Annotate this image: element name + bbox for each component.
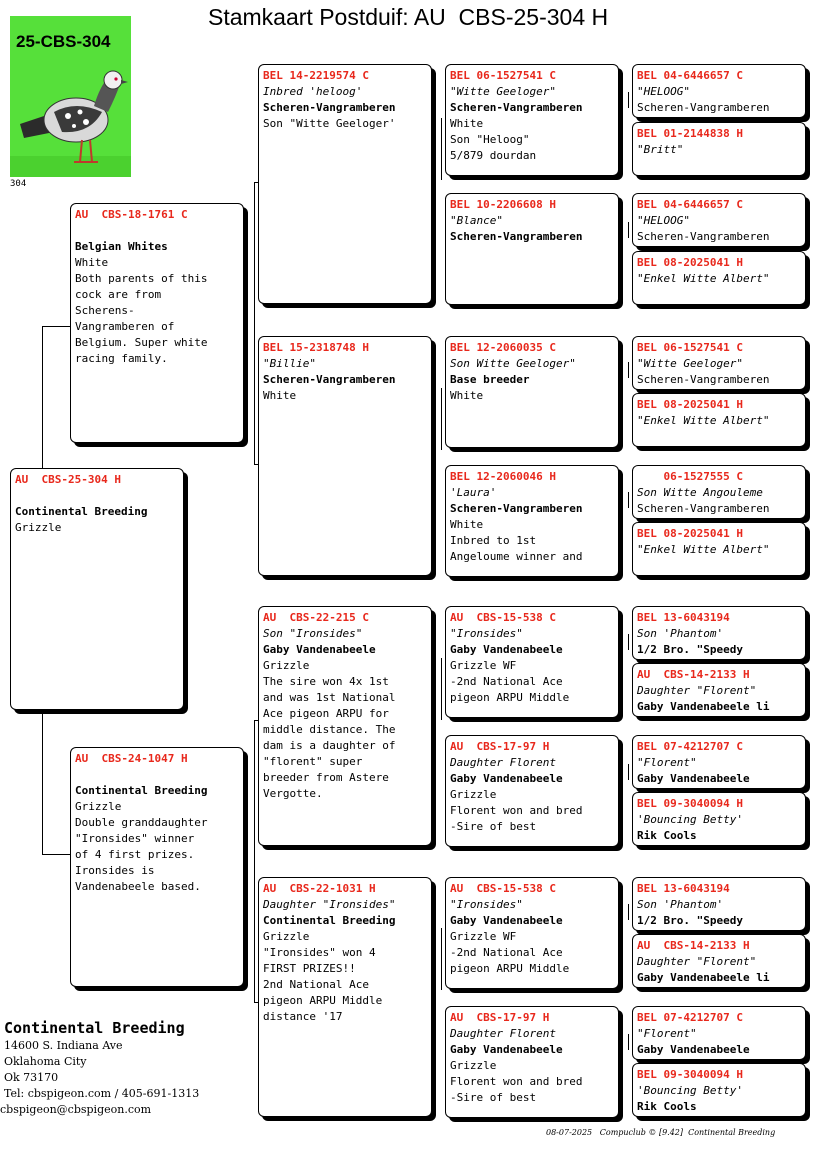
ring-number: AU CBS-24-1047 H <box>75 752 188 765</box>
pigeon-name: "Florent" <box>637 1027 697 1040</box>
breeder: Base breeder <box>450 373 530 386</box>
ring-number: BEL 08-2025041 H <box>637 527 743 540</box>
breeder: Gaby Vandenabeele li <box>637 971 770 984</box>
ring-number: 06-1527555 C <box>637 470 743 483</box>
email-line: cbspigeon@cbspigeon.com <box>0 1103 152 1116</box>
pigeon-name: "Ironsides" <box>450 898 523 911</box>
breeder: Scheren-Vangramberen <box>637 230 770 243</box>
pigeon-name: "Witte Geeloger" <box>450 85 556 98</box>
note-line: distance '17 <box>263 1010 343 1023</box>
color: Grizzle <box>75 800 122 813</box>
city-line: Oklahoma City <box>4 1055 87 1068</box>
connector <box>42 326 43 470</box>
pigeon-name: Inbred 'heloog' <box>263 85 363 98</box>
gg-grandparent-card <box>632 465 806 519</box>
connector <box>441 658 442 720</box>
color: White <box>263 389 297 402</box>
pigeon-name: 'Bouncing Betty' <box>637 813 743 826</box>
pigeon-name: Son Witte Angouleme <box>637 486 763 499</box>
note-line: Son "Witte Geeloger' <box>263 117 396 130</box>
note-line: Inbred to 1st <box>450 534 537 547</box>
note-line: Ironsides is <box>75 864 155 877</box>
color: Grizzle <box>15 521 62 534</box>
pigeon-name: Daughter "Ironsides" <box>263 898 396 911</box>
color: Grizzle <box>263 930 310 943</box>
great-grandparent-card <box>445 193 619 305</box>
ring-number: AU CBS-25-304 H <box>15 473 121 486</box>
note-line: Vandenabeele based. <box>75 880 201 893</box>
pigeon-name: "Florent" <box>637 756 697 769</box>
pigeon-name: Daughter "Florent" <box>637 955 757 968</box>
gg-grandparent-card <box>632 251 806 305</box>
note-line: Son "Heloog" <box>450 133 530 146</box>
connector <box>42 714 43 854</box>
photo-caption: 304 <box>10 179 27 189</box>
color: Grizzle <box>263 659 310 672</box>
ring-number: BEL 12-2060046 H <box>450 470 556 483</box>
note-line: breeder from Astere <box>263 771 389 784</box>
color: Grizzle WF <box>450 930 517 943</box>
pigeon-name: "HELOOG" <box>637 85 690 98</box>
color: White <box>75 256 109 269</box>
note-line: "Ironsides" winner <box>75 832 195 845</box>
note-line: Scherens- <box>75 304 135 317</box>
pigeon-name: Daughter Florent <box>450 756 556 769</box>
breeder: Continental Breeding <box>263 914 396 927</box>
breeder: Scheren-Vangramberen <box>263 373 396 386</box>
gg-grandparent-card <box>632 64 806 118</box>
note-line: dam is a daughter of <box>263 739 396 752</box>
note-line: Angeloume winner and <box>450 550 583 563</box>
note-line: The sire won 4x 1st <box>263 675 389 688</box>
ring-number: AU CBS-15-538 C <box>450 882 556 895</box>
ring-number: AU CBS-14-2133 H <box>637 939 750 952</box>
ring-number: BEL 09-3040094 H <box>637 1068 743 1081</box>
great-grandparent-card <box>445 735 619 847</box>
breeder: Rik Cools <box>637 1100 697 1113</box>
grandparent-card <box>258 336 432 576</box>
gg-grandparent-card <box>632 193 806 247</box>
breeder: Gaby Vandenabeele <box>450 1043 563 1056</box>
gg-grandparent-card <box>632 1063 806 1117</box>
note-line: pigeon ARPU Middle <box>450 962 570 975</box>
note-line: -Sire of best <box>450 1091 537 1104</box>
blank-line <box>75 223 239 239</box>
connector <box>42 326 70 327</box>
gg-grandparent-card <box>632 522 806 576</box>
gg-grandparent-card <box>632 122 806 176</box>
note-line: Ace pigeon ARPU for <box>263 707 389 720</box>
connector <box>628 1034 629 1050</box>
address-line: 14600 S. Indiana Ave <box>4 1039 123 1052</box>
pigeon-name: "Enkel Witte Albert" <box>637 414 770 427</box>
ring-number: BEL 07-4212707 C <box>637 1011 743 1024</box>
color: Grizzle <box>450 788 497 801</box>
note-line: pigeon ARPU Middle <box>263 994 383 1007</box>
grandparent-card <box>258 606 432 846</box>
note-line: -Sire of best <box>450 820 537 833</box>
note-line: -2nd National Ace <box>450 946 563 959</box>
great-grandparent-card <box>445 1006 619 1118</box>
connector <box>628 492 629 508</box>
breeder-info <box>0 1018 200 1118</box>
breeder-name: Continental Breeding <box>4 1019 185 1037</box>
ring-number: BEL 13-6043194 <box>637 882 730 895</box>
connector <box>628 634 629 650</box>
note-line: Vergotte. <box>263 787 323 800</box>
ring-number: BEL 07-4212707 C <box>637 740 743 753</box>
breeder: Gaby Vandenabeele <box>450 914 563 927</box>
subject-card <box>10 468 184 710</box>
breeder: Scheren-Vangramberen <box>450 230 583 243</box>
note-line: Florent won and bred <box>450 804 583 817</box>
breeder: Scheren-Vangramberen <box>263 101 396 114</box>
photo-label: 25-CBS-304 <box>16 32 111 51</box>
note-line: Belgium. Super white <box>75 336 208 349</box>
footer: 08-07-2025 Compuclub © [9.42] Continental Breeding <box>546 1128 776 1137</box>
note-line: "Ironsides" won 4 <box>263 946 376 959</box>
connector <box>441 388 442 450</box>
note-line: 2nd National Ace <box>263 978 369 991</box>
ring-number: BEL 08-2025041 H <box>637 256 743 269</box>
great-grandparent-card <box>445 465 619 577</box>
note-line: "florent" super <box>263 755 363 768</box>
sire-card <box>70 203 244 443</box>
note-line: racing family. <box>75 352 168 365</box>
breeder: Gaby Vandenabeele <box>637 772 750 785</box>
connector <box>628 904 629 920</box>
gg-grandparent-card <box>632 393 806 447</box>
gg-grandparent-card <box>632 735 806 789</box>
grandparent-card <box>258 877 432 1117</box>
pigeon-name: Son 'Phantom' <box>637 627 724 640</box>
color: Grizzle <box>450 1059 497 1072</box>
great-grandparent-card <box>445 877 619 989</box>
gg-grandparent-card <box>632 336 806 390</box>
great-grandparent-card <box>445 606 619 718</box>
pigeon-name: "Blance" <box>450 214 503 227</box>
color: Grizzle WF <box>450 659 517 672</box>
pigeon-name: Son 'Phantom' <box>637 898 724 911</box>
note-line: pigeon ARPU Middle <box>450 691 570 704</box>
color: White <box>450 117 484 130</box>
ring-number: AU CBS-22-215 C <box>263 611 369 624</box>
connector <box>628 222 629 238</box>
note-line: Double granddaughter <box>75 816 208 829</box>
breeder: Gaby Vandenabeele li <box>637 700 770 713</box>
pigeon-name: "Ironsides" <box>450 627 523 640</box>
contact-line: Tel: cbspigeon.com / 405-691-1313 <box>4 1087 200 1100</box>
blank-line <box>15 488 179 504</box>
ring-number: AU CBS-17-97 H <box>450 740 550 753</box>
pigeon-name: "Britt" <box>637 143 684 156</box>
ring-number: BEL 15-2318748 H <box>263 341 369 354</box>
pigeon-name: "Witte Geeloger" <box>637 357 743 370</box>
connector <box>42 854 70 855</box>
ring-number: BEL 04-6446657 C <box>637 69 743 82</box>
connector <box>254 720 255 1002</box>
connector <box>441 118 442 180</box>
pigeon-name: "Enkel Witte Albert" <box>637 543 770 556</box>
note-line: of 4 first prizes. <box>75 848 195 861</box>
ring-number: BEL 08-2025041 H <box>637 398 743 411</box>
breeder: Scheren-Vangramberen <box>637 373 770 386</box>
pigeon-name: Son "Ironsides" <box>263 627 363 640</box>
connector <box>628 92 629 108</box>
ring-number: BEL 06-1527541 C <box>637 341 743 354</box>
connector <box>628 764 629 780</box>
grandparent-card <box>258 64 432 304</box>
pigeon-name: 'Laura' <box>450 486 497 499</box>
breeder: Continental Breeding <box>75 784 208 797</box>
ring-number: BEL 10-2206608 H <box>450 198 556 211</box>
breeder: Gaby Vandenabeele <box>637 1043 750 1056</box>
page-title: Stamkaart Postduif: AU CBS-25-304 H <box>208 4 609 30</box>
ring-number: BEL 12-2060035 C <box>450 341 556 354</box>
ring-number: AU CBS-22-1031 H <box>263 882 376 895</box>
breeder: Scheren-Vangramberen <box>450 101 583 114</box>
note-line: FIRST PRIZES!! <box>263 962 356 975</box>
pigeon-name: "HELOOG" <box>637 214 690 227</box>
pigeon-name: Son Witte Geeloger" <box>450 357 576 370</box>
ring-number: AU CBS-14-2133 H <box>637 668 750 681</box>
note-line: Florent won and bred <box>450 1075 583 1088</box>
ring-number: AU CBS-18-1761 C <box>75 208 188 221</box>
gg-grandparent-card <box>632 606 806 660</box>
note-line: cock are from <box>75 288 162 301</box>
pigeon-name: "Enkel Witte Albert" <box>637 272 770 285</box>
breeder: Continental Breeding <box>15 505 148 518</box>
breeder: Rik Cools <box>637 829 697 842</box>
breeder: Gaby Vandenabeele <box>450 643 563 656</box>
ring-number: AU CBS-17-97 H <box>450 1011 550 1024</box>
ring-number: BEL 04-6446657 C <box>637 198 743 211</box>
color: White <box>450 389 484 402</box>
ring-number: BEL 14-2219574 C <box>263 69 369 82</box>
breeder: Belgian Whites <box>75 240 168 253</box>
ring-number: BEL 01-2144838 H <box>637 127 743 140</box>
breeder: Gaby Vandenabeele <box>450 772 563 785</box>
pigeon-name: 'Bouncing Betty' <box>637 1084 743 1097</box>
breeder: Scheren-Vangramberen <box>450 502 583 515</box>
pigeon-name: "Billie" <box>263 357 316 370</box>
gg-grandparent-card <box>632 1006 806 1060</box>
breeder: 1/2 Bro. "Speedy <box>637 914 743 927</box>
note-line: -2nd National Ace <box>450 675 563 688</box>
state-line: Ok 73170 <box>4 1071 59 1084</box>
gg-grandparent-card <box>632 934 806 988</box>
connector <box>441 928 442 990</box>
pigeon-name: Daughter Florent <box>450 1027 556 1040</box>
gg-grandparent-card <box>632 877 806 931</box>
blank-line <box>75 767 239 783</box>
color: White <box>450 518 484 531</box>
gg-grandparent-card <box>632 663 806 717</box>
great-grandparent-card <box>445 336 619 448</box>
great-grandparent-card <box>445 64 619 176</box>
dam-card <box>70 747 244 987</box>
connector <box>628 362 629 378</box>
connector <box>254 182 255 464</box>
breeder: 1/2 Bro. "Speedy <box>637 643 743 656</box>
note-line: middle distance. The <box>263 723 396 736</box>
breeder: Scheren-Vangramberen <box>637 502 770 515</box>
pigeon-name: Daughter "Florent" <box>637 684 757 697</box>
breeder: Scheren-Vangramberen <box>637 101 770 114</box>
breeder: Gaby Vandenabeele <box>263 643 376 656</box>
note-line: Vangramberen of <box>75 320 175 333</box>
note-line: and was 1st National <box>263 691 396 704</box>
ring-number: BEL 09-3040094 H <box>637 797 743 810</box>
pigeon-photo <box>10 16 131 177</box>
gg-grandparent-card <box>632 792 806 846</box>
ring-number: AU CBS-15-538 C <box>450 611 556 624</box>
ring-number: BEL 13-6043194 <box>637 611 730 624</box>
note-line: Both parents of this <box>75 272 208 285</box>
note-line: 5/879 dourdan <box>450 149 537 162</box>
ring-number: BEL 06-1527541 C <box>450 69 556 82</box>
